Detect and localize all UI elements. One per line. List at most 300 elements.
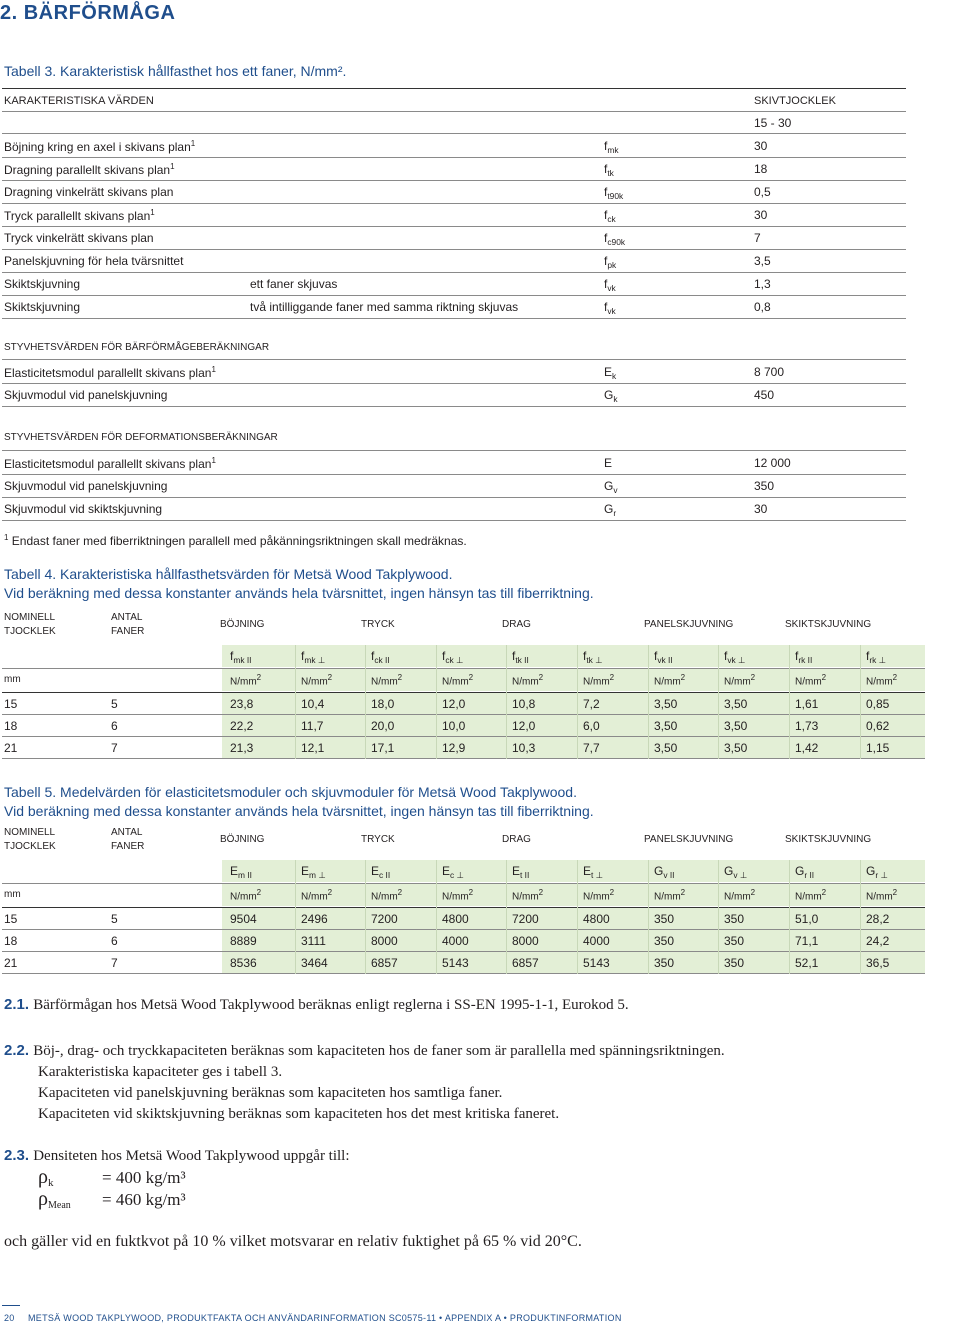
value-cell: 5143 — [583, 956, 610, 970]
unit-text: N/mm — [512, 676, 539, 688]
divider — [2, 203, 906, 204]
row-label-text: Skiktskjuvning — [4, 277, 81, 291]
row-label — [4, 277, 80, 291]
unit-sup: 2 — [821, 888, 827, 897]
value-cell: 3,50 — [654, 719, 678, 733]
symbol-letter: f — [724, 649, 728, 663]
unit-sup: 2 — [892, 673, 898, 682]
divider — [2, 318, 906, 319]
value-cell: 350 — [654, 956, 675, 970]
symbol-subscript: ck — [607, 214, 616, 224]
section-2-2-line4: Kapaciteten vid skiktskjuvning beräknas som kapaciteten hos det mest kritiska faneret. — [38, 1106, 560, 1122]
row-label — [4, 365, 216, 380]
page-heading: 2. BÄRFÖRMÅGA — [0, 2, 176, 24]
symbol-subscript: m ⊥ — [309, 870, 326, 880]
value-cell: 350 — [654, 934, 675, 948]
table-row-divider — [2, 758, 925, 759]
footnote-marker: 1 — [190, 139, 196, 148]
row-value: 30 — [754, 139, 768, 153]
value-cell: 0,62 — [866, 719, 890, 733]
symbol-subscript: vk — [607, 283, 616, 293]
symbol-subscript: c90k — [607, 237, 626, 247]
table4-caption-line2: Vid beräkning med dessa konstanter används hela tvärsnittet, ingen hänsyn tas till fiberriktning. — [4, 585, 594, 601]
divider — [2, 474, 906, 475]
symbol-header — [442, 864, 464, 880]
symbol-letter: f — [442, 649, 446, 663]
row-value: 0,5 — [754, 185, 771, 199]
section-2-3-text: Densiteten hos Metsä Wood Takplywood uppgår till: — [33, 1148, 350, 1164]
row-value: 3,5 — [754, 254, 771, 268]
column-separator — [295, 645, 296, 759]
unit-label — [724, 673, 755, 687]
unit-text: N/mm — [654, 891, 681, 903]
col-tjocklek: TJOCKLEK — [4, 841, 56, 852]
unit-mm: mm — [4, 889, 21, 900]
row-label — [4, 479, 167, 493]
symbol-letter: E — [604, 456, 613, 470]
thickness-cell: 21 — [4, 741, 18, 755]
symbol-header — [866, 649, 886, 665]
row-value: 8 700 — [754, 365, 785, 379]
value-cell: 8000 — [371, 934, 398, 948]
symbol-letter: f — [604, 208, 608, 222]
unit-label — [301, 673, 332, 687]
table4-caption — [4, 565, 594, 603]
unit-sup: 2 — [468, 673, 474, 682]
row-value: 12 000 — [754, 456, 791, 470]
value-cell: 4000 — [583, 934, 610, 948]
symbol-header — [442, 649, 463, 665]
symbol-letter: f — [512, 649, 516, 663]
row-value: 30 — [754, 502, 768, 516]
unit-label — [795, 888, 826, 902]
unit-text: N/mm — [724, 676, 751, 688]
row-label — [4, 300, 80, 314]
divider — [2, 272, 906, 273]
symbol-header — [230, 864, 252, 880]
divider — [2, 406, 906, 407]
footnote-marker: 1 — [4, 533, 9, 542]
value-cell: 6,0 — [583, 719, 600, 733]
row-label — [4, 139, 195, 154]
row-label-text: Elasticitetsmodul parallellt skivans plan — [4, 457, 212, 471]
column-separator — [718, 860, 719, 974]
value-cell: 8889 — [230, 934, 257, 948]
value-cell: 1,42 — [795, 741, 819, 755]
symbol-subscript: t90k — [607, 191, 624, 201]
symbol-subscript: k — [612, 371, 617, 381]
row-label-text: Elasticitetsmodul parallellt skivans plan — [4, 366, 212, 380]
symbol-letter: G — [604, 502, 614, 516]
symbol-header — [371, 649, 390, 665]
symbol-letter: f — [583, 649, 587, 663]
unit-label — [230, 673, 261, 687]
table4-caption-line1: Tabell 4. Karakteristiska hållfasthetsvärden för Metsä Wood Takplywood. — [4, 566, 453, 582]
value-cell: 12,1 — [301, 741, 325, 755]
symbol-header — [654, 864, 675, 880]
section-2-3-number: 2.3. — [4, 1147, 30, 1164]
row-label-text: Dragning parallellt skivans plan — [4, 163, 171, 177]
col-nominell: NOMINELL — [4, 827, 56, 838]
symbol-header — [301, 864, 326, 880]
footnote-text: Endast faner med fiberriktningen parallell med påkänningsriktningen skall medräknas. — [11, 534, 467, 548]
unit-text: N/mm — [654, 676, 681, 688]
table3-caption: Tabell 3. Karakteristisk hållfasthet hos ett faner, N/mm². — [4, 63, 347, 79]
row-symbol — [604, 479, 618, 495]
unit-sup: 2 — [327, 888, 333, 897]
value-cell: 350 — [724, 956, 745, 970]
rho-symbol: ρ — [38, 1166, 48, 1188]
value-cell: 3,50 — [724, 697, 748, 711]
unit-sup: 2 — [750, 673, 756, 682]
unit-label — [866, 673, 897, 687]
value-cell: 7200 — [512, 912, 539, 926]
table3-header-right: SKIVTJOCKLEK — [754, 95, 836, 107]
unit-label — [512, 673, 543, 687]
table3-top-rule — [2, 88, 906, 89]
symbol-subscript: tk II — [515, 655, 529, 665]
row-label — [4, 502, 162, 516]
column-separator — [365, 645, 366, 759]
unit-sup: 2 — [538, 673, 544, 682]
symbol-subscript: r II — [804, 870, 815, 880]
row-label — [4, 231, 154, 245]
value-cell: 10,4 — [301, 697, 325, 711]
unit-text: N/mm — [301, 676, 328, 688]
row-symbol — [604, 300, 616, 316]
symbol-subscript: t II — [520, 870, 530, 880]
symbol-subscript: t ⊥ — [591, 870, 603, 880]
symbol-letter: E — [583, 864, 592, 878]
data-row-bg — [222, 930, 925, 951]
value-cell: 18,0 — [371, 697, 395, 711]
symbol-letter: E — [230, 864, 239, 878]
unit-sup: 2 — [256, 673, 262, 682]
row-value: 18 — [754, 162, 768, 176]
symbol-header — [866, 864, 888, 880]
symbol-subscript: v ⊥ — [733, 870, 748, 880]
col-faner: FANER — [111, 626, 145, 637]
section-2-2 — [4, 1040, 725, 1125]
symbol-subscript: vk II — [657, 655, 673, 665]
value-cell: 7200 — [371, 912, 398, 926]
row-symbol — [604, 365, 616, 381]
rho-mean-line — [38, 1188, 71, 1211]
symbol-row-bg — [222, 860, 925, 882]
column-separator — [365, 860, 366, 974]
row-symbol — [604, 254, 616, 270]
unit-sup: 2 — [397, 888, 403, 897]
section-2-1-number: 2.1. — [4, 996, 30, 1013]
plies-cell: 5 — [111, 697, 118, 711]
divider — [2, 133, 906, 134]
section-2-2-number: 2.2. — [4, 1042, 30, 1059]
group-header: SKIKTSKJUVNING — [785, 834, 872, 845]
symbol-letter: E — [371, 864, 380, 878]
row-label-text: Tryck parallellt skivans plan — [4, 209, 151, 223]
unit-label — [654, 888, 685, 902]
symbol-letter: f — [604, 254, 608, 268]
row-label-text: Skjuvmodul vid panelskjuvning — [4, 388, 168, 402]
divider — [2, 157, 906, 158]
table5-caption — [4, 783, 594, 821]
col-antal: ANTAL — [111, 612, 143, 623]
closing-text: och gäller vid en fuktkvot på 10 % vilket motsvarar en relativ fuktighet på 65 % vid 20°C. — [4, 1233, 582, 1250]
unit-label — [724, 888, 755, 902]
divider — [2, 226, 906, 227]
symbol-subscript: ck ⊥ — [445, 655, 464, 665]
symbol-letter: G — [604, 388, 614, 402]
symbol-letter: f — [604, 277, 608, 291]
value-cell: 17,1 — [371, 741, 395, 755]
row-condition: två intilliggande faner med samma riktning skjuvas — [250, 300, 519, 314]
deform-header: STYVHETSVÄRDEN FÖR DEFORMATIONSBERÄKNINGAR — [4, 432, 278, 443]
column-separator — [860, 860, 861, 974]
footnote-marker: 1 — [170, 162, 175, 171]
value-cell: 22,2 — [230, 719, 254, 733]
symbol-header — [512, 649, 529, 665]
group-header: DRAG — [502, 619, 531, 630]
unit-text: N/mm — [866, 891, 893, 903]
symbol-letter: f — [604, 231, 608, 245]
plies-cell: 7 — [111, 956, 118, 970]
value-cell: 5143 — [442, 956, 469, 970]
value-cell: 23,8 — [230, 697, 254, 711]
symbol-letter: f — [795, 649, 799, 663]
row-symbol — [604, 139, 619, 155]
group-header: PANELSKJUVNING — [644, 619, 734, 630]
value-cell: 28,2 — [866, 912, 890, 926]
row-symbol — [604, 162, 614, 178]
plies-cell: 6 — [111, 719, 118, 733]
column-separator — [436, 645, 437, 759]
footer-page-number: 20 — [4, 1313, 15, 1323]
value-cell: 1,15 — [866, 741, 890, 755]
row-label-text: Tryck vinkelrätt skivans plan — [4, 231, 154, 245]
symbol-letter: f — [604, 185, 608, 199]
value-cell: 10,8 — [512, 697, 536, 711]
value-cell: 9504 — [230, 912, 257, 926]
unit-sup: 2 — [680, 888, 686, 897]
section-2-2-line1: Böj-, drag- och tryckkapaciteten beräknas som kapaciteten hos de faner som är parallella med spänningsriktningen. — [33, 1043, 725, 1059]
section-2-3 — [4, 1147, 350, 1165]
column-separator — [648, 645, 649, 759]
value-cell: 3111 — [301, 934, 326, 948]
symbol-header — [583, 649, 602, 665]
unit-sup: 2 — [397, 673, 403, 682]
unit-sup: 2 — [609, 673, 615, 682]
divider — [2, 497, 906, 498]
symbol-letter: f — [604, 139, 608, 153]
symbol-row-bg — [222, 645, 925, 667]
unit-text: N/mm — [795, 891, 822, 903]
symbol-subscript: c ⊥ — [450, 870, 464, 880]
unit-text: N/mm — [795, 676, 822, 688]
unit-sup: 2 — [468, 888, 474, 897]
column-separator — [436, 860, 437, 974]
symbol-header — [230, 649, 252, 665]
symbol-letter: G — [795, 864, 805, 878]
rho-mean-value: = 460 kg/m³ — [102, 1190, 186, 1209]
row-value: 1,3 — [754, 277, 771, 291]
divider — [2, 180, 906, 181]
col-antal: ANTAL — [111, 827, 143, 838]
divider — [2, 450, 906, 451]
symbol-subscript: r ⊥ — [875, 870, 888, 880]
column-separator — [577, 860, 578, 974]
value-cell: 0,85 — [866, 697, 890, 711]
unit-sup: 2 — [750, 888, 756, 897]
section-2-2-line3: Kapaciteten vid panelskjuvning beräknas som kapaciteten hos samtliga faner. — [38, 1085, 503, 1101]
unit-label — [866, 888, 897, 902]
symbol-letter: f — [654, 649, 658, 663]
unit-text: N/mm — [371, 676, 398, 688]
thickness-cell: 21 — [4, 956, 18, 970]
symbol-letter: f — [301, 649, 305, 663]
symbol-subscript: vk — [607, 306, 616, 316]
value-cell: 1,61 — [795, 697, 819, 711]
unit-sup: 2 — [892, 888, 898, 897]
row-label-text: Skjuvmodul vid panelskjuvning — [4, 479, 168, 493]
thickness-cell: 15 — [4, 697, 18, 711]
value-cell: 4800 — [583, 912, 610, 926]
unit-label — [512, 888, 543, 902]
symbol-header — [724, 649, 745, 665]
value-cell: 6857 — [512, 956, 539, 970]
col-faner: FANER — [111, 841, 145, 852]
value-cell: 350 — [724, 934, 745, 948]
unit-label — [371, 673, 402, 687]
footnote-marker: 1 — [211, 456, 216, 465]
row-label-text: Panelskjuvning för hela tvärsnittet — [4, 254, 184, 268]
symbol-subscript: mk — [607, 145, 619, 155]
value-cell: 3,50 — [654, 697, 678, 711]
unit-text: N/mm — [230, 891, 257, 903]
symbol-header — [583, 864, 603, 880]
divider — [2, 383, 906, 384]
symbol-header — [371, 864, 390, 880]
value-cell: 350 — [654, 912, 675, 926]
value-cell: 3464 — [301, 956, 328, 970]
value-cell: 24,2 — [866, 934, 890, 948]
thickness-cell: 18 — [4, 934, 18, 948]
value-cell: 71,1 — [795, 934, 819, 948]
rho-mean-sub: Mean — [47, 1200, 71, 1211]
symbol-subscript: mk ⊥ — [304, 655, 326, 665]
symbol-subscript: vk ⊥ — [727, 655, 746, 665]
rho-k-line — [38, 1166, 53, 1189]
group-header: SKIKTSKJUVNING — [785, 619, 872, 630]
column-separator — [648, 860, 649, 974]
unit-text: N/mm — [866, 676, 893, 688]
unit-label — [654, 673, 685, 687]
group-header: TRYCK — [361, 834, 395, 845]
value-cell: 350 — [724, 912, 745, 926]
row-value: 350 — [754, 479, 775, 493]
value-cell: 7,2 — [583, 697, 600, 711]
row-condition: ett faner skjuvas — [250, 277, 338, 291]
value-cell: 20,0 — [371, 719, 395, 733]
symbol-letter: G — [604, 479, 614, 493]
section-2-1-text: Bärförmågan hos Metsä Wood Takplywood beräknas enligt reglerna i SS-EN 1995-1-1, Eurokod 5. — [33, 997, 629, 1013]
value-cell: 1,73 — [795, 719, 819, 733]
unit-text: N/mm — [301, 891, 328, 903]
row-label-text: Skiktskjuvning — [4, 300, 81, 314]
unit-label — [583, 673, 614, 687]
footer-text: METSÄ WOOD TAKPLYWOOD, PRODUKTFAKTA OCH ANVÄNDARINFORMATION SC0575-11 • APPENDIX A • PRODUKTINFORMATION — [28, 1313, 622, 1323]
row-symbol — [604, 456, 612, 470]
divider — [2, 295, 906, 296]
row-label — [4, 456, 216, 471]
unit-label — [230, 888, 261, 902]
symbol-subscript: rk ⊥ — [869, 655, 886, 665]
row-value: 7 — [754, 231, 761, 245]
symbol-letter: G — [866, 864, 876, 878]
section-2-1 — [4, 996, 629, 1014]
value-cell: 10,3 — [512, 741, 536, 755]
unit-sup: 2 — [821, 673, 827, 682]
row-symbol — [604, 388, 618, 404]
value-cell: 12,0 — [442, 697, 466, 711]
unit-sup: 2 — [680, 673, 686, 682]
table3-header-range: 15 - 30 — [754, 116, 792, 130]
divider — [2, 111, 906, 112]
symbol-header — [654, 649, 673, 665]
column-separator — [506, 645, 507, 759]
symbol-letter: E — [301, 864, 310, 878]
symbol-subscript: c II — [379, 870, 391, 880]
row-symbol — [604, 231, 625, 247]
table3-footnote — [4, 533, 467, 548]
unit-text: N/mm — [583, 891, 610, 903]
unit-sup: 2 — [327, 673, 333, 682]
plies-cell: 6 — [111, 934, 118, 948]
value-cell: 8536 — [230, 956, 257, 970]
column-separator — [789, 645, 790, 759]
group-header: BÖJNING — [220, 834, 265, 845]
row-label — [4, 185, 173, 199]
symbol-letter: G — [724, 864, 734, 878]
unit-text: N/mm — [583, 676, 610, 688]
value-cell: 3,50 — [654, 741, 678, 755]
section-2-2-line2: Karakteristiska kapaciteter ges i tabell 3. — [38, 1064, 283, 1080]
symbol-letter: f — [604, 300, 608, 314]
unit-label — [442, 673, 473, 687]
value-cell: 21,3 — [230, 741, 254, 755]
row-value: 450 — [754, 388, 775, 402]
symbol-subscript: tk ⊥ — [586, 655, 603, 665]
thickness-cell: 18 — [4, 719, 18, 733]
symbol-letter: f — [371, 649, 375, 663]
data-row-bg — [222, 715, 925, 736]
symbol-letter: G — [654, 864, 664, 878]
symbol-subscript: tk — [607, 168, 614, 178]
table3-header-left: KARAKTERISTISKA VÄRDEN — [4, 95, 154, 107]
symbol-letter: f — [866, 649, 870, 663]
value-cell: 12,9 — [442, 741, 466, 755]
row-value: 30 — [754, 208, 768, 222]
footnote-marker: 1 — [211, 365, 216, 374]
col-nominell: NOMINELL — [4, 612, 56, 623]
unit-label — [442, 888, 473, 902]
value-cell: 4800 — [442, 912, 469, 926]
value-cell: 3,50 — [724, 719, 748, 733]
symbol-subscript: mk II — [233, 655, 252, 665]
value-cell: 51,0 — [795, 912, 819, 926]
symbol-header — [795, 649, 812, 665]
symbol-letter: E — [512, 864, 521, 878]
symbol-header — [724, 864, 747, 880]
